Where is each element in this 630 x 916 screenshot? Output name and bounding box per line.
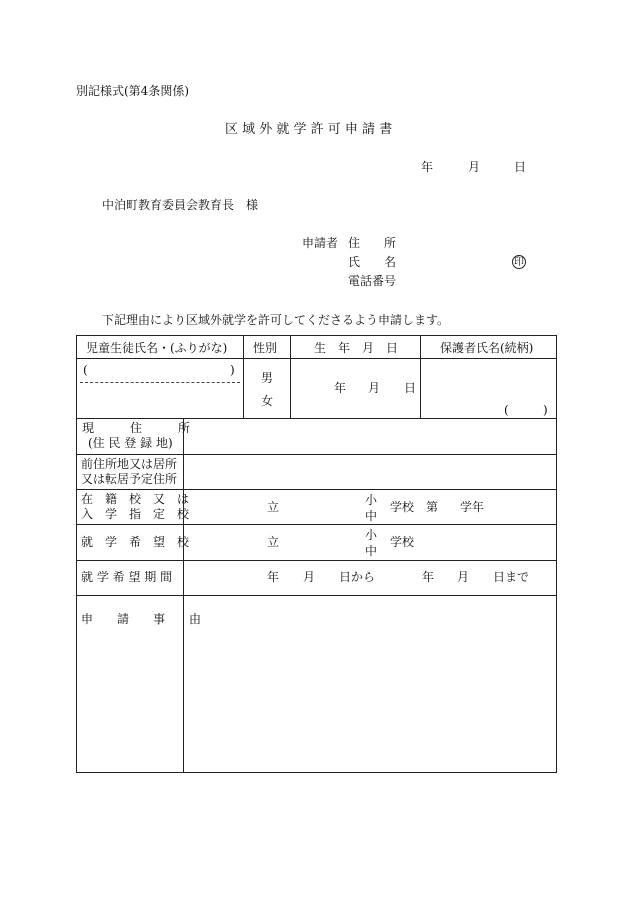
applicant-label: 申請者 [302, 236, 339, 250]
period-label: 就 学 希 望 期 間 [81, 570, 173, 584]
row-divider [77, 524, 556, 525]
enrolled-elementary: 小 [365, 493, 378, 507]
col-header-sex: 性別 [253, 341, 278, 355]
period-month-from: 月 [303, 570, 316, 584]
date-month-label: 月 [468, 160, 481, 174]
current-address-sublabel: (住 民 登 録 地) [88, 436, 173, 450]
col-header-child-name: 児童生徒氏名・(ふりがな) [86, 341, 228, 355]
previous-address-sublabel: 又は転居予定住所 [81, 472, 178, 486]
addressee: 中泊町教育委員会教育長 様 [102, 198, 259, 212]
intro-text: 下記理由により区域外就学を許可してくださるよう申請します。 [102, 313, 450, 327]
birth-year-label: 年 [334, 381, 347, 395]
enrolled-ritsu: 立 [267, 500, 280, 514]
row-divider [77, 595, 556, 596]
furigana-separator [80, 382, 240, 383]
birth-day-label: 日 [404, 381, 417, 395]
row-divider [77, 358, 556, 359]
period-year-from: 年 [267, 570, 280, 584]
enrolled-grade: 学年 [460, 500, 485, 514]
sex-female-option: 女 [261, 394, 274, 408]
row-divider [77, 454, 556, 455]
desired-elementary: 小 [365, 528, 378, 542]
period-year-to: 年 [422, 570, 435, 584]
furigana-close-paren: ) [230, 363, 235, 377]
desired-junior-high: 中 [365, 544, 378, 558]
page-title: 区 域 外 就 学 許 可 申 請 書 [225, 122, 393, 137]
row-divider [77, 560, 556, 561]
previous-address-label: 前住所地又は居所 [81, 457, 178, 471]
period-day-to: 日まで [493, 570, 530, 584]
col-header-guardian: 保護者氏名(続柄) [440, 341, 534, 355]
date-day-label: 日 [514, 160, 527, 174]
row-divider [77, 489, 556, 490]
form-reference: 別記様式(第4条関係) [76, 84, 189, 98]
relation-open-paren: ( [504, 403, 509, 417]
desired-ritsu: 立 [267, 535, 280, 549]
date-year-label: 年 [421, 160, 434, 174]
enrolled-junior-high: 中 [365, 509, 378, 523]
desired-gakko: 学校 [390, 535, 415, 549]
enrolled-school-sublabel: 入 学 指 定 校 [81, 507, 190, 521]
period-month-to: 月 [457, 570, 470, 584]
desired-school-label: 就 学 希 望 校 [81, 535, 190, 549]
enrolled-dai: 第 [426, 500, 439, 514]
enrolled-gakko: 学校 [390, 500, 415, 514]
col-divider [420, 336, 421, 418]
current-address-label: 現 住 所 [82, 421, 191, 435]
furigana-open-paren: ( [83, 363, 88, 377]
relation-close-paren: ) [543, 403, 548, 417]
reason-label: 申 請 事 由 [81, 612, 202, 626]
col-divider [183, 418, 184, 772]
application-table [76, 335, 557, 773]
col-divider [290, 336, 291, 418]
row-divider [77, 418, 556, 419]
col-divider [243, 336, 244, 418]
sex-male-option: 男 [261, 371, 274, 385]
period-day-from: 日から [339, 570, 376, 584]
applicant-phone-label: 電話番号 [348, 274, 397, 288]
applicant-address-label: 住 所 [348, 236, 397, 250]
enrolled-school-label: 在 籍 校 又 は [81, 492, 190, 506]
seal-mark: 印 [514, 257, 524, 268]
applicant-name-label: 氏 名 [348, 255, 397, 269]
birth-month-label: 月 [368, 381, 381, 395]
col-header-birthdate: 生 年 月 日 [314, 341, 399, 355]
